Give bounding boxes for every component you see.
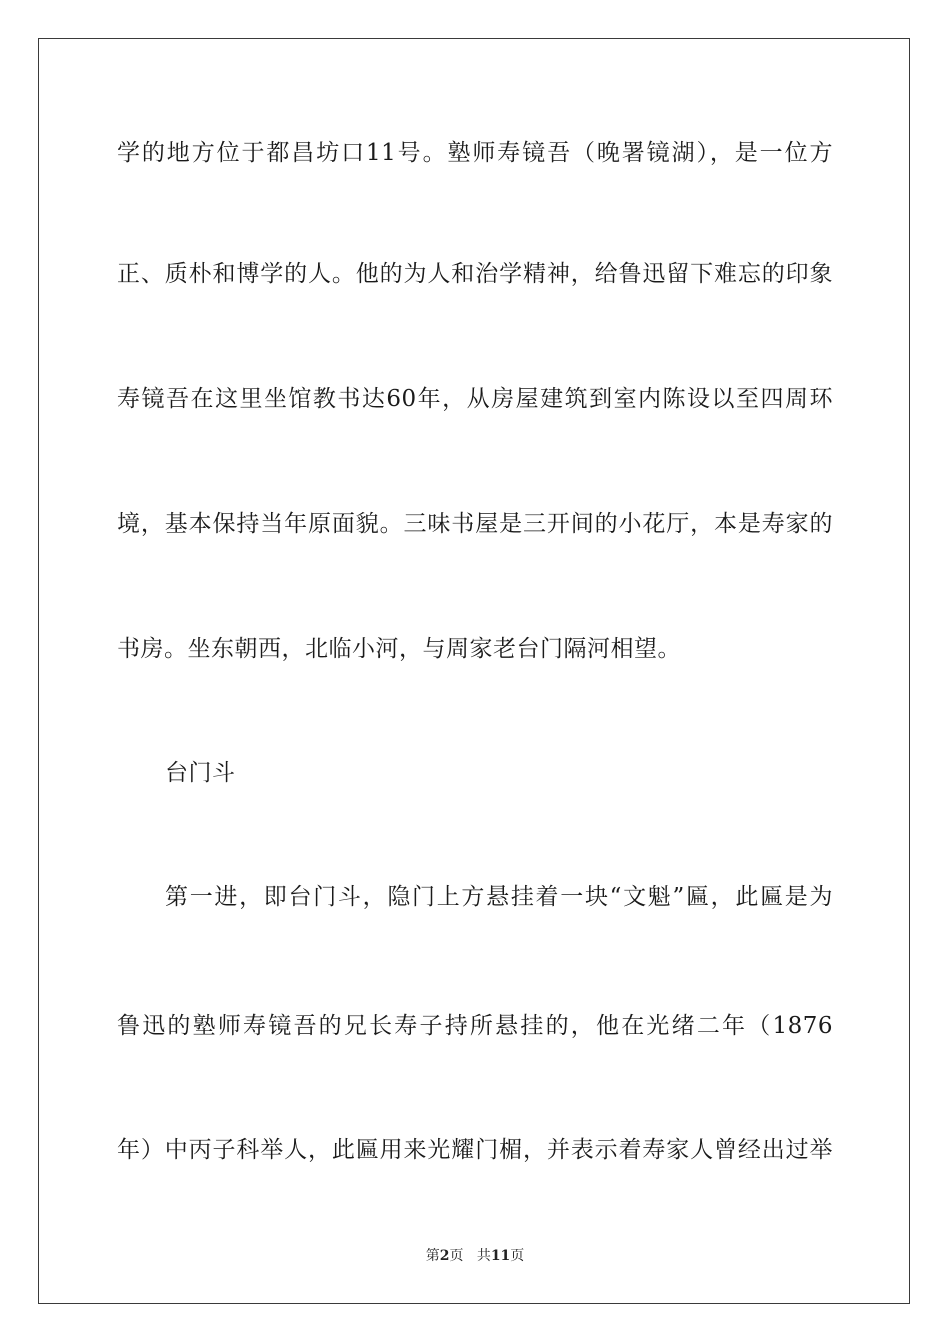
body-line-1: 学的地方位于都昌坊口11号。塾师寿镜吾（晚署镜湖），是一位方 [117,140,833,166]
body-line-3: 寿镜吾在这里坐馆教书达60年，从房屋建筑到室内陈设以至四周环 [117,386,833,412]
body-line-5: 书房。坐东朝西，北临小河，与周家老台门隔河相望。 [117,636,681,662]
body-line-4: 境，基本保持当年原面貌。三味书屋是三开间的小花厅，本是寿家的 [117,511,833,537]
footer-page-number: 2 [439,1248,450,1264]
body-line-2: 正、质朴和博学的人。他的为人和治学精神，给鲁迅留下难忘的印象 [117,261,833,287]
footer-total-prefix: 共 [476,1248,491,1264]
page-footer [0,1247,950,1265]
section-heading: 台门斗 [165,760,236,786]
footer-total-pages: 11 [490,1248,511,1264]
body-line-7: 第一进，即台门斗，隐门上方悬挂着一块“文魁”匾，此匾是为 [165,884,833,910]
footer-total-suffix: 页 [510,1248,525,1264]
body-line-8: 鲁迅的塾师寿镜吾的兄长寿子持所悬挂的，他在光绪二年（1876 [117,1013,833,1039]
footer-page-suffix: 页 [449,1248,464,1264]
body-line-9: 年）中丙子科举人，此匾用来光耀门楣，并表示着寿家人曾经出过举 [117,1137,833,1163]
page-border [38,38,910,1304]
footer-page-prefix: 第 [425,1248,440,1264]
